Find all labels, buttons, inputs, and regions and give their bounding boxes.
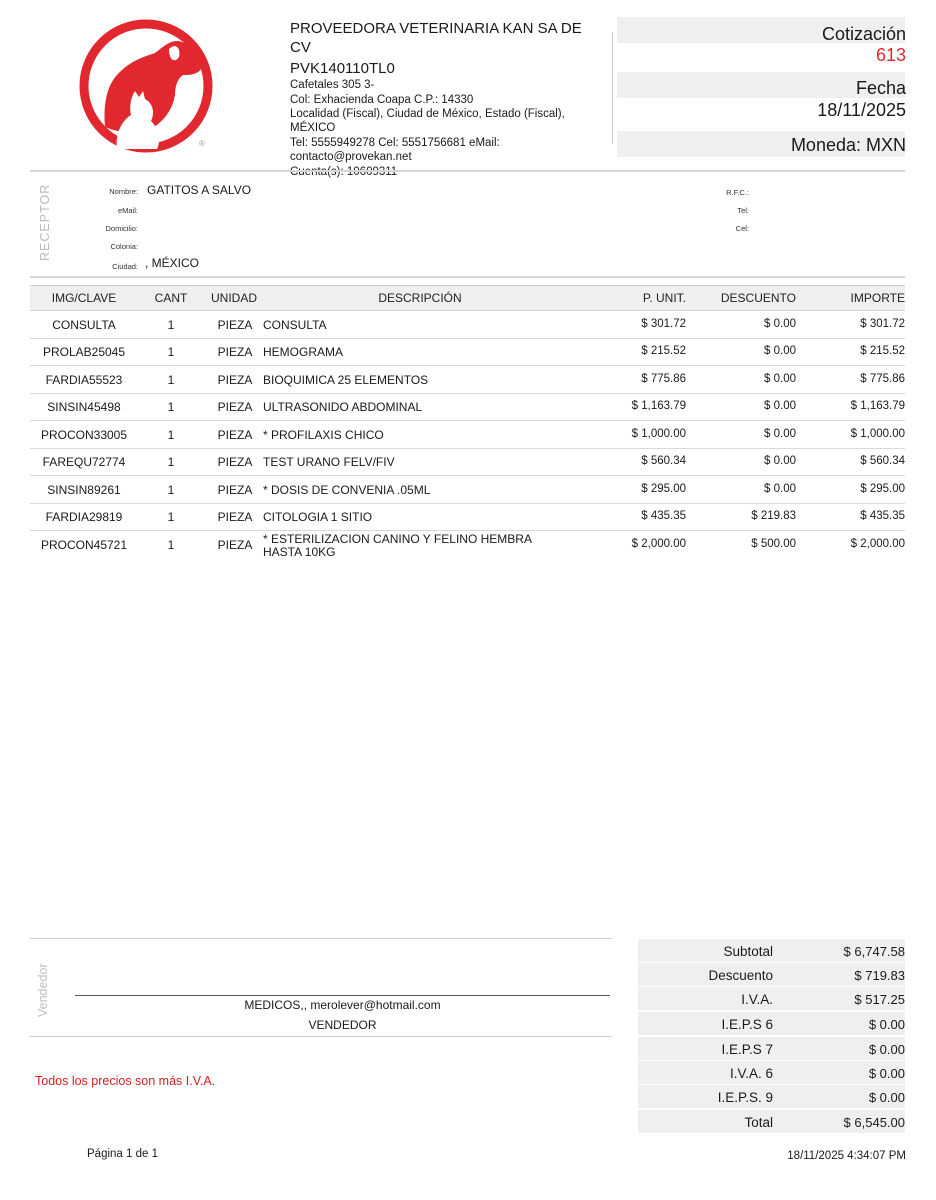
col-header-cant: CANT — [154, 291, 188, 305]
fecha-label: Fecha — [855, 78, 906, 98]
col-header-unidad: UNIDAD — [210, 291, 257, 305]
table-row — [30, 476, 905, 504]
vendedor-role: VENDEDOR — [308, 1018, 377, 1032]
receptor-ciudad-label: Ciudad: — [112, 262, 138, 271]
company-info — [290, 20, 600, 179]
table-row — [30, 393, 905, 421]
cell-importe: $ 1,163.79 — [850, 400, 905, 412]
totals-row — [638, 963, 905, 987]
cell-importe: $ 560.34 — [860, 455, 905, 467]
totals-label: I.V.A. 6 — [729, 1066, 773, 1081]
totals-value: $ 0.00 — [868, 1017, 905, 1032]
moneda-value: Moneda: MXN — [790, 135, 906, 155]
cell-importe: $ 215.52 — [860, 345, 905, 357]
cell-punit: $ 435.35 — [641, 510, 686, 522]
cell-unidad: PIEZA — [217, 400, 253, 414]
table-row — [30, 448, 905, 476]
cell-unidad: PIEZA — [217, 373, 253, 387]
cell-unidad: PIEZA — [217, 428, 253, 442]
receptor-nombre-label: Nombre: — [109, 187, 138, 196]
cell-unidad: PIEZA — [217, 538, 253, 552]
company-address-line: Cafetales 305 3- — [290, 79, 375, 92]
totals-value: $ 719.83 — [854, 968, 905, 983]
col-header-descripcion: DESCRIPCIÓN — [378, 291, 462, 305]
col-header-clave: IMG/CLAVE — [51, 291, 117, 305]
cell-punit: $ 1,163.79 — [631, 400, 686, 412]
cell-punit: $ 301.72 — [641, 318, 686, 330]
receptor-cel-label: Cel: — [735, 224, 749, 233]
col-header-descuento: DESCUENTO — [720, 291, 796, 305]
cell-importe: $ 775.86 — [860, 373, 905, 385]
cell-punit: $ 775.86 — [641, 373, 686, 385]
company-logo — [77, 17, 215, 155]
cell-descripcion: ULTRASONIDO ABDOMINAL — [263, 400, 423, 414]
cell-clave: SINSIN45498 — [47, 400, 121, 414]
totals-value: $ 6,747.58 — [843, 944, 905, 959]
company-address-line: MÉXICO — [290, 122, 336, 135]
cell-unidad: PIEZA — [217, 455, 253, 469]
cell-importe: $ 435.35 — [860, 510, 905, 522]
receptor-domicilio-label: Domicilio: — [105, 224, 138, 233]
cell-cant: 1 — [167, 428, 175, 442]
company-rfc: PVK140110TL0 — [290, 59, 395, 77]
cell-clave: PROLAB25045 — [42, 345, 126, 359]
cell-punit: $ 295.00 — [641, 483, 686, 495]
cell-descuento: $ 0.00 — [764, 428, 796, 440]
cell-descripcion: CONSULTA — [263, 318, 327, 332]
totals-value: $ 517.25 — [854, 992, 905, 1007]
totals-label: Subtotal — [723, 944, 773, 959]
cell-unidad: PIEZA — [217, 510, 253, 524]
cell-punit: $ 1,000.00 — [631, 428, 686, 440]
table-row — [30, 503, 905, 531]
cell-clave: CONSULTA — [52, 318, 116, 332]
totals-label: Descuento — [708, 968, 773, 983]
cell-punit: $ 560.34 — [641, 455, 686, 467]
receptor-tel-label: Tel: — [737, 206, 749, 215]
cell-importe: $ 2,000.00 — [850, 538, 905, 550]
divider — [30, 276, 905, 278]
receptor-email-label: eMail: — [117, 206, 138, 215]
cell-descripcion: * ESTERILIZACION CANINO Y FELINO HEMBRA HASTA 10KG — [263, 532, 532, 559]
totals-value: $ 0.00 — [868, 1090, 905, 1105]
cell-unidad: PIEZA — [217, 483, 253, 497]
cell-punit: $ 2,000.00 — [631, 538, 686, 550]
totals-row — [638, 939, 905, 963]
cell-punit: $ 215.52 — [641, 345, 686, 357]
table-row — [30, 366, 905, 394]
vendedor-name: MEDICOS,, merolever@hotmail.com — [244, 998, 441, 1012]
totals-row — [638, 1012, 905, 1036]
receptor-colonia-label: Colonia: — [110, 242, 138, 251]
col-header-punit: P. UNIT. — [642, 291, 686, 305]
totals-value: $ 6,545.00 — [843, 1115, 905, 1130]
totals-label: I.V.A. — [741, 992, 773, 1007]
totals-label: I.E.P.S 7 — [721, 1042, 773, 1057]
cell-cant: 1 — [167, 455, 175, 469]
totals-row — [638, 987, 905, 1011]
cell-importe: $ 301.72 — [860, 318, 905, 330]
totals-label: I.E.P.S. 9 — [717, 1090, 773, 1105]
cell-descuento: $ 0.00 — [764, 373, 796, 385]
totals-row — [638, 1037, 905, 1061]
header-divider — [612, 32, 613, 144]
cell-clave: PROCON45721 — [40, 538, 128, 552]
cell-descripcion: BIOQUIMICA 25 ELEMENTOS — [263, 373, 429, 387]
company-contact-line: Tel: 5555949278 Cel: 5551756681 eMail: — [290, 136, 500, 149]
cell-descuento: $ 0.00 — [764, 400, 796, 412]
cell-cant: 1 — [167, 400, 175, 414]
cell-cant: 1 — [167, 345, 175, 359]
cell-clave: FARDIA29819 — [45, 510, 123, 524]
items-table-header — [30, 285, 905, 311]
cell-descuento: $ 0.00 — [764, 318, 796, 330]
totals-row — [638, 1085, 905, 1109]
cell-cant: 1 — [167, 483, 175, 497]
totals-label: Total — [744, 1115, 773, 1130]
totals-value: $ 0.00 — [868, 1042, 905, 1057]
fecha-value: 18/11/2025 — [817, 100, 906, 120]
cell-clave: PROCON33005 — [40, 428, 128, 442]
cell-descripcion: TEST URANO FELV/FIV — [263, 455, 395, 469]
totals-row-total — [638, 1110, 905, 1134]
prices-note: Todos los precios son más I.V.A. — [35, 1074, 216, 1088]
page-indicator: Página 1 de 1 — [87, 1148, 158, 1160]
receptor-ciudad-value: , MÉXICO — [145, 256, 200, 270]
cotizacion-label: Cotización — [821, 24, 906, 44]
cell-cant: 1 — [167, 373, 175, 387]
divider — [30, 938, 612, 939]
company-address-line: Col: Exhacienda Coapa C.P.: 14330 — [290, 93, 474, 106]
table-row — [30, 421, 905, 449]
company-contact-line: contacto@provekan.net — [290, 151, 412, 164]
cell-clave: SINSIN89261 — [47, 483, 121, 497]
cell-descuento: $ 500.00 — [751, 538, 796, 550]
company-name: PROVEEDORA VETERINARIA KAN SA DE CV — [290, 20, 582, 56]
receptor-section-label: RECEPTOR — [38, 183, 52, 261]
divider — [30, 170, 905, 172]
cell-cant: 1 — [167, 318, 175, 332]
cell-descripcion: * PROFILAXIS CHICO — [263, 428, 384, 442]
cell-cant: 1 — [167, 538, 175, 552]
cell-descripcion: CITOLOGIA 1 SITIO — [263, 510, 373, 524]
cell-descuento: $ 219.83 — [751, 510, 796, 522]
table-row — [30, 531, 905, 561]
cell-unidad: PIEZA — [217, 345, 253, 359]
receptor-rfc-label: R.F.C.: — [726, 188, 749, 197]
cell-cant: 1 — [167, 510, 175, 524]
vendedor-section-label: Vendedor — [36, 963, 50, 1017]
totals-value: $ 0.00 — [868, 1066, 905, 1081]
totals-row — [638, 1061, 905, 1085]
col-header-importe: IMPORTE — [850, 291, 905, 305]
cell-importe: $ 1,000.00 — [850, 428, 905, 440]
cell-unidad: PIEZA — [217, 318, 253, 332]
receptor-nombre-value: GATITOS A SALVO — [147, 183, 252, 197]
company-address-line: Localidad (Fiscal), Ciudad de México, Estado (Fiscal), — [290, 108, 565, 120]
cell-descuento: $ 0.00 — [764, 455, 796, 467]
registered-mark: ® — [199, 139, 205, 148]
table-row — [30, 311, 905, 339]
cell-descuento: $ 0.00 — [764, 345, 796, 357]
print-timestamp: 18/11/2025 4:34:07 PM — [787, 1150, 906, 1162]
cell-descuento: $ 0.00 — [764, 483, 796, 495]
cell-clave: FARDIA55523 — [45, 373, 123, 387]
cell-descripcion: * DOSIS DE CONVENIA .05ML — [263, 483, 431, 497]
divider — [30, 1036, 612, 1037]
table-row — [30, 338, 905, 366]
cotizacion-number: 613 — [875, 45, 906, 65]
cell-descripcion: HEMOGRAMA — [263, 345, 344, 359]
cell-importe: $ 295.00 — [860, 483, 905, 495]
totals-label: I.E.P.S 6 — [721, 1017, 773, 1032]
cell-clave: FAREQU72774 — [42, 455, 126, 469]
signature-line — [75, 995, 610, 996]
